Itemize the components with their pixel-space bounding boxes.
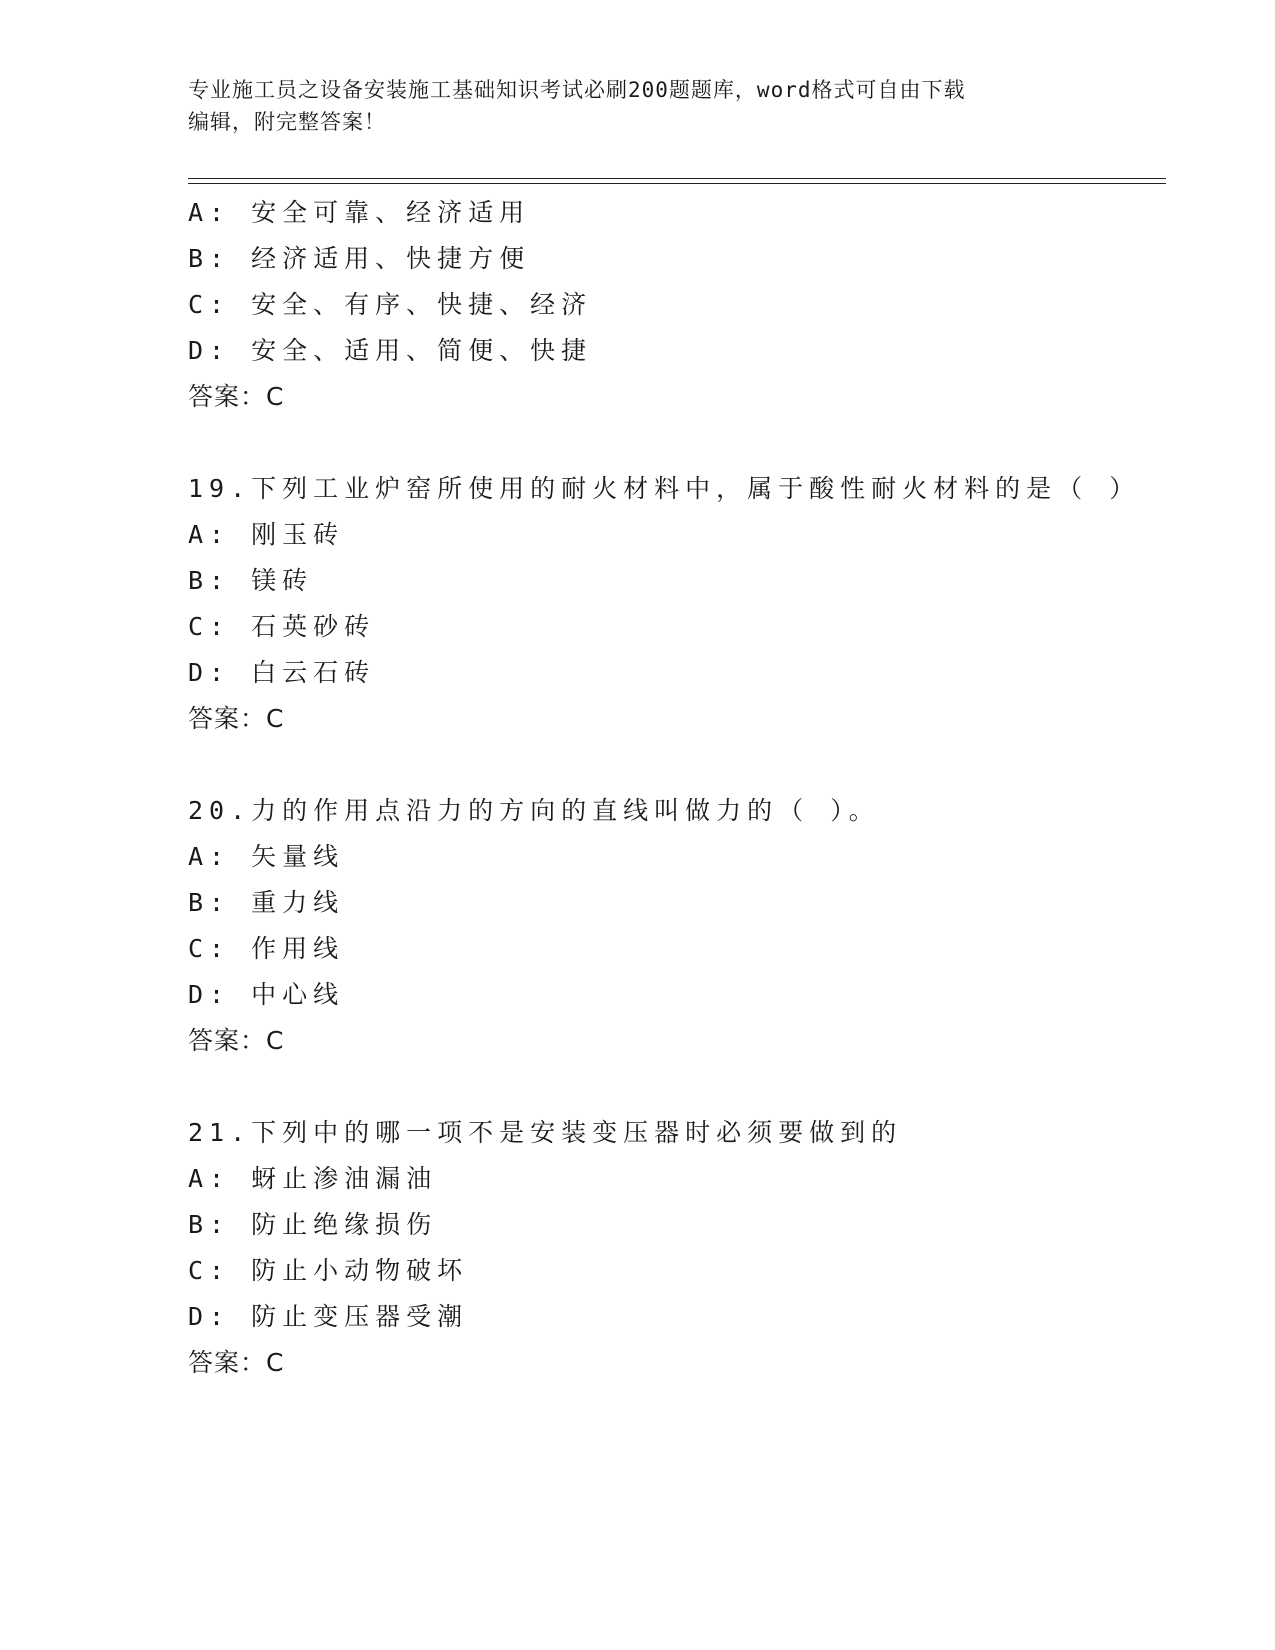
- q20-option-d: D: 中心线: [188, 980, 345, 1009]
- document-header: [188, 74, 1088, 138]
- q19-option-a: A: 刚玉砖: [188, 520, 345, 549]
- q20-option-a: A: 矢量线: [188, 842, 345, 871]
- document-body: [188, 190, 1148, 1386]
- q18-option-c: C: 安全、有序、快捷、经济: [188, 290, 593, 319]
- q21-answer: 答案：C: [188, 1348, 285, 1377]
- q20-question: 20.力的作用点沿力的方向的直线叫做力的（ ）。: [188, 796, 880, 825]
- q18-option-b: B: 经济适用、快捷方便: [188, 244, 531, 273]
- question-21-block: [188, 1110, 1148, 1386]
- spacer: [188, 420, 1148, 466]
- q18-option-a: A: 安全可靠、经济适用: [188, 198, 531, 227]
- spacer: [188, 742, 1148, 788]
- q18-option-d: D: 安全、适用、简便、快捷: [188, 336, 593, 365]
- header-divider-bottom: [188, 183, 1166, 184]
- q19-option-c: C: 石英砂砖: [188, 612, 376, 641]
- q21-question: 21.下列中的哪一项不是安装变压器时必须要做到的: [188, 1118, 903, 1147]
- q21-option-c: C: 防止小动物破坏: [188, 1256, 469, 1285]
- header-divider-top: [188, 178, 1166, 179]
- question-18-block: [188, 190, 1148, 420]
- spacer: [188, 1064, 1148, 1110]
- q21-option-d: D: 防止变压器受潮: [188, 1302, 469, 1331]
- q20-answer: 答案：C: [188, 1026, 285, 1055]
- q20-option-c: C: 作用线: [188, 934, 345, 963]
- question-20-block: [188, 788, 1148, 1064]
- q19-answer: 答案：C: [188, 704, 285, 733]
- question-19-block: [188, 466, 1148, 742]
- q19-option-b: B: 镁砖: [188, 566, 314, 595]
- q18-answer: 答案：C: [188, 382, 285, 411]
- q19-option-d: D: 白云石砖: [188, 658, 376, 687]
- header-line-1: 专业施工员之设备安装施工基础知识考试必刷200题题库，word格式可自由下载: [188, 78, 966, 102]
- q21-option-b: B: 防止绝缘损伤: [188, 1210, 438, 1239]
- q20-option-b: B: 重力线: [188, 888, 345, 917]
- q21-option-a: A: 蚜止渗油漏油: [188, 1164, 438, 1193]
- q19-question: 19.下列工业炉窑所使用的耐火材料中，属于酸性耐火材料的是（ ）: [188, 474, 1141, 503]
- header-line-2: 编辑，附完整答案！: [188, 110, 386, 134]
